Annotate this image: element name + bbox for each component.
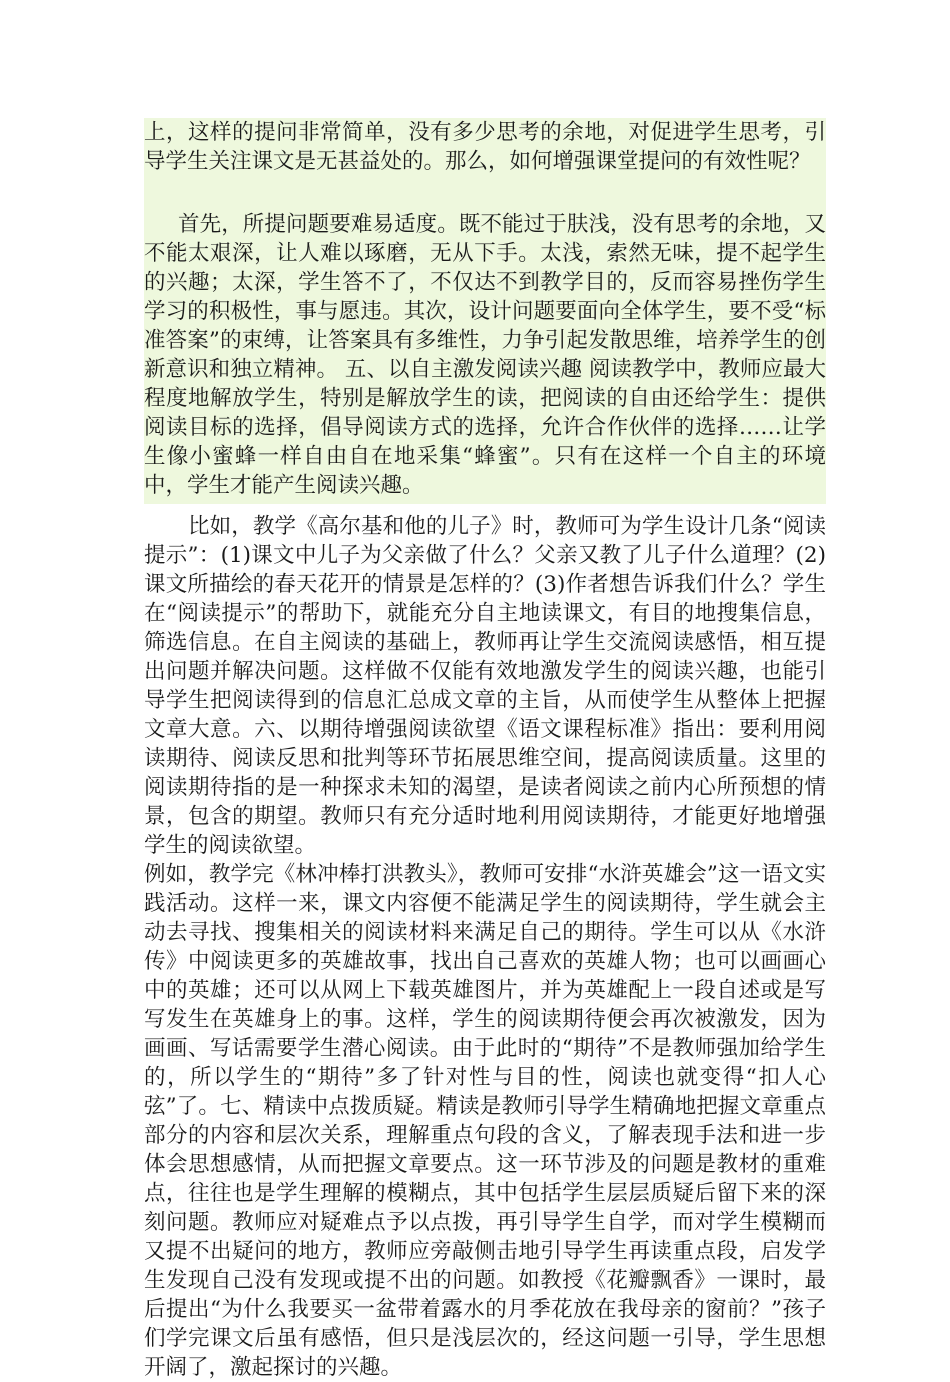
paragraph-4: 例如，教学完《林冲棒打洪教头》，教师可安排“水浒英雄会”这一语文实践活动。这样一来，课文内容便不能满足学生的阅读期待，学生就会主动去寻找、搜集相关的阅读材料来满足自己的期待。学生可以从《水浒传》中阅读更多的英雄故事，找出自己喜欢的英雄人物；也可以画画心中的英雄；还可以从网上下载英雄图片，并为英雄配上一段自述或是写写发生在英雄身上的事。这样，学生的阅读期待便会再次被激发，因为画画、写话需要学生潜心阅读。由于此时的“期待”不是教师强加给学生的，所以学生的“期待”多了针对性与目的性，阅读也就变得“扣人心弦”了。七、精读中点拨质疑。精读是教师引导学生精确地把握文章重点部分的内容和层次关系，理解重点句段的含义，了解表现手法和进一步体会思想感情，从而把握文章要点。这一环节涉及的问题是教材的重难点，往往也是学生理解的模糊点，其中包括学生层层质疑后留下来的深刻问题。教师应对疑难点予以点拨，再引导学生自学，而对学生模糊而又提不出疑问的地方，教师应旁敲侧击地引导学生再读重点段，启发学生发现自己没有发现或提不出的问题。如教授《花瓣飘香》一课时，最后提出“为什么我要买一盆带着露水的月季花放在我母亲的窗前？”孩子们学完课文后虽有感悟，但只是浅层次的，经这问题一引导，学生思想开阔了，激起探讨的兴趣。: [144, 862, 826, 1380]
highlight-spacer: [144, 196, 826, 210]
paragraph-highlighted-2: 首先，所提问题要难易适度。既不能过于肤浅，没有思考的余地，又不能太艰深，让人难以琢磨，无从下手。太浅，索然无味，提不起学生的兴趣；太深，学生答不了，不仅达不到教学目的，反而容易挫伤学生学习的积极性，事与愿违。其次，设计问题要面向全体学生，要不受“标准答案”的束缚，让答案具有多维性，力争引起发散思维，培养学生的创新意识和独立精神。 五、以自主激发阅读兴趣 阅读教学中，教师应最大程度地解放学生，特别是解放学生的读，把阅读的自由还给学生：提供阅读目标的选择，倡导阅读方式的选择，允许合作伙伴的选择……让学生像小蜜蜂一样自由自在地采集“蜂蜜”。只有在这样一个自主的环境中，学生才能产生阅读兴趣。: [144, 210, 826, 504]
paragraph-3: 比如，教学《高尔基和他的儿子》时，教师可为学生设计几条“阅读提示”：(1)课文中儿子为父亲做了什么？父亲又教了儿子什么道理？(2)课文所描绘的春天花开的情景是怎样的？(3)作者想告诉我们什么？学生在“阅读提示”的帮助下，就能充分自主地读课文，有目的地搜集信息，筛选信息。在自主阅读的基础上，教师再让学生交流阅读感悟，相互提出问题并解决问题。这样做不仅能有效地激发学生的阅读兴趣，也能引导学生把阅读得到的信息汇总成文章的主旨，从而使学生从整体上把握文章大意。六、以期待增强阅读欲望《语文课程标准》指出：要利用阅读期待、阅读反思和批判等环节拓展思维空间，提高阅读质量。这里的阅读期待指的是一种探求未知的渴望，是读者阅读之前内心所预想的情景，包含的期望。教师只有充分适时地利用阅读期待，才能更好地增强学生的阅读欲望。: [144, 514, 826, 858]
paragraph-highlighted-1: 上，这样的提问非常简单，没有多少思考的余地，对促进学生思考，引导学生关注课文是无甚益处的。那么，如何增强课堂提问的有效性呢？: [144, 118, 826, 196]
document-page: [144, 118, 826, 1382]
